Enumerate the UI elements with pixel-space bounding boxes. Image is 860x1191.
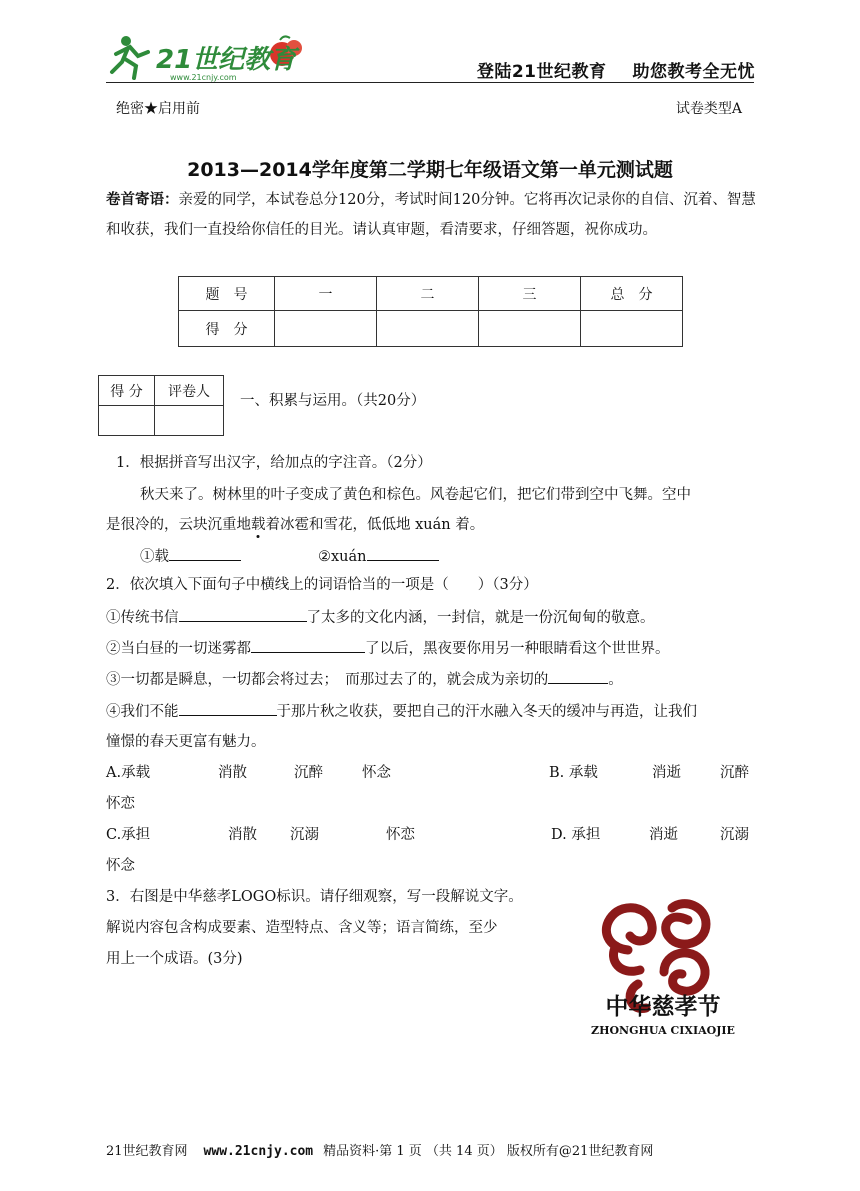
sentence-text: 于那片秋之收获，要把自己的汗水融入冬天的缓冲与再造，让我们 [276, 704, 697, 720]
score-row-label: 得 分 [179, 311, 275, 347]
score-header-cell: 总 分 [581, 277, 683, 311]
q3-line3: 用上一个成语。(3分) [106, 951, 243, 967]
q1-blank2 [318, 545, 518, 568]
answer-blank[interactable] [367, 545, 439, 561]
q2-option-d[interactable] [551, 824, 759, 846]
swirl-icon [606, 904, 706, 1009]
intro-paragraph [106, 185, 756, 245]
q1-passage-line1: 秋天来了。树林里的叶子变成了黄色和棕色。风卷起它们，把它们带到空中飞舞。空中 [140, 487, 691, 503]
option-word: 沉醉 [294, 765, 323, 781]
passage-text: 着冰雹和雪花，低低地 xuán 着。 [265, 517, 485, 533]
q2-option-b[interactable] [549, 762, 759, 784]
option-word: 消逝 [652, 765, 681, 781]
option-word: 沉醉 [720, 765, 749, 781]
sentence-text: ②当白昼的一切迷雾都 [106, 641, 251, 657]
q2-sentence-1 [106, 606, 760, 629]
passage-text: 是很冷的，云块沉重地 [106, 517, 251, 533]
option-word: 沉溺 [720, 827, 749, 843]
answer-blank[interactable] [548, 668, 608, 684]
header-slogan [477, 57, 755, 82]
blank-label: ①载 [140, 549, 169, 565]
q3-line2: 解说内容包含构成要素、造型特点、含义等；语言简练，至少 [106, 920, 498, 936]
svg-text:中华慈孝节: 中华慈孝节 [605, 994, 721, 1020]
option-word: 消逝 [649, 827, 678, 843]
q2-sentence-4 [106, 700, 760, 723]
answer-blank[interactable] [179, 606, 307, 622]
runner-icon [112, 36, 148, 78]
header-rule [106, 82, 754, 83]
sentence-text: ③一切都是瞬息，一切都会将过去； 而那过去了的，就会成为亲切的 [106, 672, 549, 688]
sentence-text: 。 [608, 672, 623, 688]
page-title: 2013—2014学年度第二学期七年级语文第一单元测试题 [187, 159, 673, 181]
q2-sentence-2 [106, 637, 760, 660]
slogan-right: 助您教考全无忧 [632, 62, 755, 82]
answer-blank[interactable] [179, 700, 277, 716]
grader-score-label: 得 分 [99, 376, 155, 406]
q1-prompt: 1．根据拼音写出汉字，给加点的字注音。（2分） [116, 455, 432, 471]
option-word: A.承载 [106, 765, 151, 781]
dotted-char: 载 [251, 517, 266, 533]
q2-sentence-3 [106, 668, 760, 691]
q1-passage-line2 [106, 514, 760, 536]
footer-web-link[interactable]: www.21cnjy.com [203, 1144, 314, 1159]
option-word: 怀念 [362, 765, 391, 781]
section-heading: 一、积累与运用。（共20分） [240, 393, 426, 409]
option-word: D. 承担 [551, 827, 601, 843]
sentence-text: 了太多的文化内涵，一封信，就是一份沉甸甸的敬意。 [306, 610, 655, 626]
score-cell[interactable] [275, 311, 377, 347]
blank-label: ②xuán [318, 549, 367, 565]
confidential-label: 绝密★启用前 [116, 101, 200, 117]
option-word: 消散 [218, 765, 247, 781]
sentence-text: ①传统书信 [106, 610, 179, 626]
score-table [178, 276, 683, 347]
answer-blank[interactable] [251, 637, 365, 653]
intro-text: 亲爱的同学，本试卷总分120分，考试时间120分钟。它将再次记录你的自信、沉着、智慧和收获，我们一直投给你信任的目光。请认真审题，看清要求，仔细答题，祝你成功。 [106, 192, 756, 238]
score-header-cell: 一 [275, 277, 377, 311]
score-cell[interactable] [377, 311, 479, 347]
svg-text:www.21cnjy.com: www.21cnjy.com [170, 73, 237, 82]
option-word: 怀恋 [386, 827, 415, 843]
sentence-text: 了以后，黑夜要你用另一种眼睛看这个世世界。 [365, 641, 670, 657]
q2-option-d-wrap: 怀念 [106, 858, 135, 874]
answer-blank[interactable] [169, 545, 241, 561]
slogan-left: 登陆21世纪教育 [476, 62, 607, 82]
grader-table [98, 375, 224, 436]
page-footer [106, 1140, 653, 1159]
intro-label: 卷首寄语： [106, 191, 179, 208]
q2-prompt: 2．依次填入下面句子中横线上的词语恰当的一项是（ ）（3分） [106, 577, 538, 593]
grader-name-label: 评卷人 [155, 376, 224, 406]
svg-text:ZHONGHUA CIXIAOJIE: ZHONGHUA CIXIAOJIE [591, 1024, 735, 1037]
grader-score-cell[interactable] [99, 406, 155, 436]
q2-sentence-4-wrap: 憧憬的春天更富有魅力。 [106, 734, 266, 750]
q3-line1: 3．右图是中华慈孝LOGO标识。请仔细观察，写一段解说文字。 [106, 889, 523, 905]
score-header-cell: 二 [377, 277, 479, 311]
option-word: 消散 [228, 827, 257, 843]
site-logo [108, 32, 308, 82]
sentence-text: ④我们不能 [106, 704, 179, 720]
footer-site: 21世纪教育网 [106, 1144, 188, 1159]
option-word: 沉溺 [290, 827, 319, 843]
option-word: C.承担 [106, 827, 151, 843]
score-header-cell: 三 [479, 277, 581, 311]
svg-text:21世纪教育: 21世纪教育 [156, 45, 297, 75]
footer-info: 精品资料·第 1 页 （共 14 页） 版权所有@21世纪教育网 [323, 1144, 654, 1159]
q2-option-b-wrap: 怀恋 [106, 796, 135, 812]
score-cell[interactable] [581, 311, 683, 347]
cixiao-logo-image [568, 880, 758, 1045]
score-cell[interactable] [479, 311, 581, 347]
score-header-cell: 题 号 [179, 277, 275, 311]
grader-name-cell[interactable] [155, 406, 224, 436]
paper-type-label: 试卷类型A [675, 101, 742, 117]
option-word: B. 承载 [549, 765, 598, 781]
